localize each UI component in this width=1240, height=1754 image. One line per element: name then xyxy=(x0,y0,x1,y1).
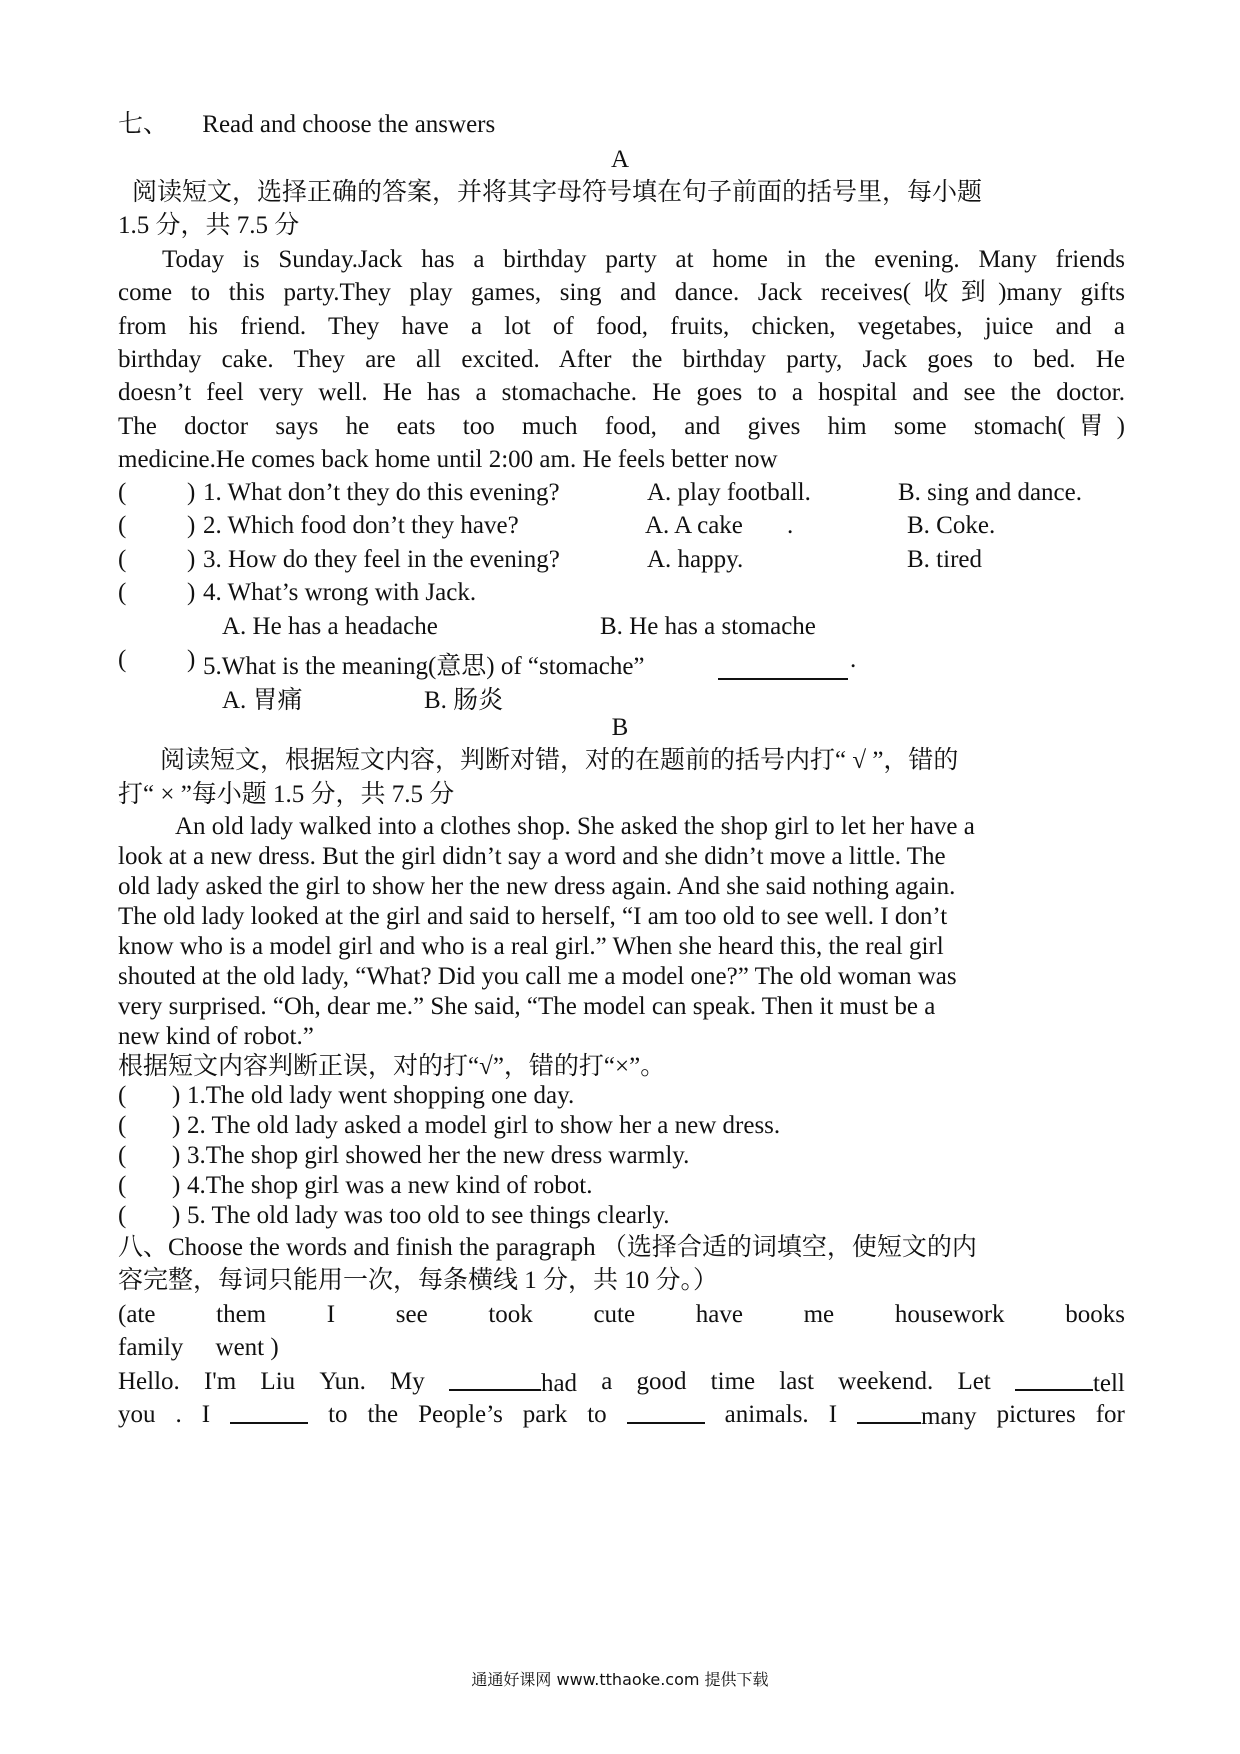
partA-passage-line: come to this party.They play games, sing and dance. Jack receives(收到)many gifts xyxy=(118,279,1125,306)
section7-heading xyxy=(118,110,495,140)
question-text: 1. What don’t they do this evening? xyxy=(203,479,560,506)
paragraph-word: Hello. xyxy=(118,1368,180,1395)
paragraph-word: animals. xyxy=(724,1401,809,1428)
partB-passage-line: The old lady looked at the girl and said to herself, “I am too old to see well. I don’t xyxy=(118,903,948,930)
partB-passage-line: know who is a model girl and who is a real girl.” When she heard this, the real girl xyxy=(118,933,944,960)
fill-blank-5 xyxy=(857,1400,977,1432)
answer-blank xyxy=(718,656,848,680)
answer-bracket-close: ) xyxy=(172,1172,181,1199)
fill-blank-1 xyxy=(449,1367,577,1399)
partA-passage-line: The doctor says he eats too much food, and gives him some stomach(胃) xyxy=(118,413,1125,440)
partB-passage-line: old lady asked the girl to show her the new dress again. And she said nothing again. xyxy=(118,873,956,900)
option-b: B. Coke. xyxy=(907,512,996,539)
paragraph-word: I xyxy=(201,1401,211,1428)
section8-heading-line1: 八、Choose the words and finish the paragraph （选择合适的词填空，使短文的内 xyxy=(118,1234,977,1261)
paragraph-word: last xyxy=(779,1368,814,1395)
option-a: A. He has a headache xyxy=(222,613,438,640)
word-bank-item: housework xyxy=(894,1301,1005,1328)
answer-bracket-close: ) xyxy=(187,646,196,673)
partA-instruction-line2: 1.5 分，共 7.5 分 xyxy=(118,212,300,239)
option-a: A. 胃痛 xyxy=(222,687,303,714)
question-end: . xyxy=(850,646,857,673)
fill-blank-2 xyxy=(1015,1367,1125,1399)
page-footer: 通通好课网 www.tthaoke.com 提供下载 xyxy=(471,1670,769,1689)
paragraph-word: Liu xyxy=(260,1368,296,1395)
paragraph-word: pictures xyxy=(996,1401,1076,1428)
answer-bracket-close: ) xyxy=(172,1082,181,1109)
answer-bracket-close: ) xyxy=(187,579,196,606)
word-bank-item: (ate xyxy=(118,1301,156,1328)
stray-dot: . xyxy=(787,512,794,539)
word-bank-item: books xyxy=(1065,1301,1125,1328)
partB-instruction-line2: 打“ × ”每小题 1.5 分，共 7.5 分 xyxy=(118,781,455,808)
word-bank-line2 xyxy=(118,1333,279,1363)
paragraph-word: Let xyxy=(957,1368,991,1395)
partB-instruction-line1: 阅读短文，根据短文内容，判断对错，对的在题前的括号内打“ √ ”，错的 xyxy=(160,747,959,774)
word-bank-item: have xyxy=(695,1301,743,1328)
option-b: B. sing and dance. xyxy=(898,479,1082,506)
partB-letter: B xyxy=(611,714,629,741)
word-bank-item: cute xyxy=(593,1301,636,1328)
paragraph-word: the xyxy=(367,1401,399,1428)
answer-bracket-open: ( xyxy=(118,1082,127,1109)
paragraph-word: I'm xyxy=(203,1368,237,1395)
paragraph-line2 xyxy=(118,1400,1125,1432)
word-bank-item: them xyxy=(216,1301,267,1328)
fill-blank-4 xyxy=(627,1400,705,1424)
word-bank-item: family xyxy=(118,1334,184,1361)
partB-passage-line: look at a new dress. But the girl didn’t say a word and she didn’t move a little. The xyxy=(118,843,946,870)
partA-passage-line: doesn’t feel very well. He has a stomachache. He goes to a hospital and see the doctor. xyxy=(118,379,1125,406)
partB-passage-line: An old lady walked into a clothes shop. She asked the shop girl to let her have a xyxy=(175,813,975,840)
partB-passage-line: shouted at the old lady, “What? Did you call me a model one?” The old woman was xyxy=(118,963,957,990)
statement-text: 2. The old lady asked a model girl to show her a new dress. xyxy=(187,1112,781,1139)
partB-judge-instruction: 根据短文内容判断正误，对的打“√”，错的打“×”。 xyxy=(118,1053,666,1080)
word-bank-item: went ) xyxy=(215,1334,279,1361)
word-bank-item: took xyxy=(488,1301,533,1328)
question-text: 4. What’s wrong with Jack. xyxy=(203,579,477,606)
option-b: B. He has a stomache xyxy=(600,613,816,640)
paragraph-word: My xyxy=(390,1368,425,1395)
answer-bracket-open: ( xyxy=(118,546,127,573)
paragraph-word: . xyxy=(175,1401,182,1428)
answer-bracket-close: ) xyxy=(187,479,196,506)
answer-bracket-open: ( xyxy=(118,1142,127,1169)
question-text: 5.What is the meaning(意思) of “stomache” xyxy=(203,653,645,680)
answer-bracket-open: ( xyxy=(118,1112,127,1139)
partA-passage-line: from his friend. They have a lot of food, fruits, chicken, vegetabes, juice and a xyxy=(118,313,1125,340)
paragraph-word: for xyxy=(1095,1401,1125,1428)
paragraph-word: to xyxy=(328,1401,348,1428)
option-a: A. happy. xyxy=(647,546,744,573)
paragraph-word: tell xyxy=(1092,1370,1125,1397)
paragraph-word: to xyxy=(587,1401,607,1428)
paragraph-word: had xyxy=(540,1370,578,1397)
option-a: A. play football. xyxy=(647,479,811,506)
paragraph-word: weekend. xyxy=(838,1368,934,1395)
answer-bracket-open: ( xyxy=(118,1202,127,1229)
paragraph-word: park xyxy=(522,1401,568,1428)
partA-passage-line: Today is Sunday.Jack has a birthday party at home in the evening. Many friends xyxy=(162,246,1125,273)
section8-heading-line2: 容完整，每词只能用一次，每条横线 1 分，共 10 分。） xyxy=(118,1267,719,1294)
paragraph-word: you xyxy=(118,1401,156,1428)
fill-blank-3 xyxy=(230,1400,308,1424)
answer-bracket-open: ( xyxy=(118,479,127,506)
answer-bracket-close: ) xyxy=(172,1112,181,1139)
paragraph-word: a xyxy=(601,1368,613,1395)
answer-bracket-open: ( xyxy=(118,1172,127,1199)
option-a: A. A cake xyxy=(645,512,743,539)
statement-text: 5. The old lady was too old to see things clearly. xyxy=(187,1202,670,1229)
word-bank-item: me xyxy=(803,1301,835,1328)
answer-bracket-close: ) xyxy=(172,1142,181,1169)
word-bank-item: I xyxy=(326,1301,336,1328)
answer-bracket-close: ) xyxy=(187,512,196,539)
question-text: 3. How do they feel in the evening? xyxy=(203,546,560,573)
statement-text: 4.The shop girl was a new kind of robot. xyxy=(187,1172,593,1199)
answer-bracket-close: ) xyxy=(172,1202,181,1229)
answer-bracket-close: ) xyxy=(187,546,196,573)
partA-passage-line: birthday cake. They are all excited. After the birthday party, Jack goes to bed. He xyxy=(118,346,1125,373)
answer-bracket-open: ( xyxy=(118,579,127,606)
answer-bracket-open: ( xyxy=(118,512,127,539)
paragraph-line1 xyxy=(118,1367,1125,1399)
paragraph-word: many xyxy=(921,1403,977,1430)
paragraph-word: I xyxy=(828,1401,838,1428)
answer-bracket-open: ( xyxy=(118,646,127,673)
word-bank-line1 xyxy=(118,1300,1125,1330)
section7-number: 七、 xyxy=(118,111,169,138)
paragraph-word: good xyxy=(636,1368,687,1395)
paragraph-word: Yun. xyxy=(319,1368,366,1395)
partA-letter: A xyxy=(610,146,630,173)
statement-text: 3.The shop girl showed her the new dress warmly. xyxy=(187,1142,690,1169)
partB-passage-line: new kind of robot.” xyxy=(118,1023,314,1050)
paragraph-word: time xyxy=(710,1368,756,1395)
section7-title: Read and choose the answers xyxy=(202,111,496,138)
partB-passage-line: very surprised. “Oh, dear me.” She said, “The model can speak. Then it must be a xyxy=(118,993,936,1020)
option-b: B. tired xyxy=(907,546,982,573)
word-bank-item: see xyxy=(395,1301,428,1328)
statement-text: 1.The old lady went shopping one day. xyxy=(187,1082,575,1109)
paragraph-word: People’s xyxy=(418,1401,503,1428)
partA-instruction-line1: 阅读短文，选择正确的答案，并将其字母符号填在句子前面的括号里，每小题 xyxy=(132,179,983,206)
partA-passage-line: medicine.He comes back home until 2:00 am. He feels better now xyxy=(118,446,778,473)
question-text: 2. Which food don’t they have? xyxy=(203,512,519,539)
option-b: B. 肠炎 xyxy=(424,687,504,714)
